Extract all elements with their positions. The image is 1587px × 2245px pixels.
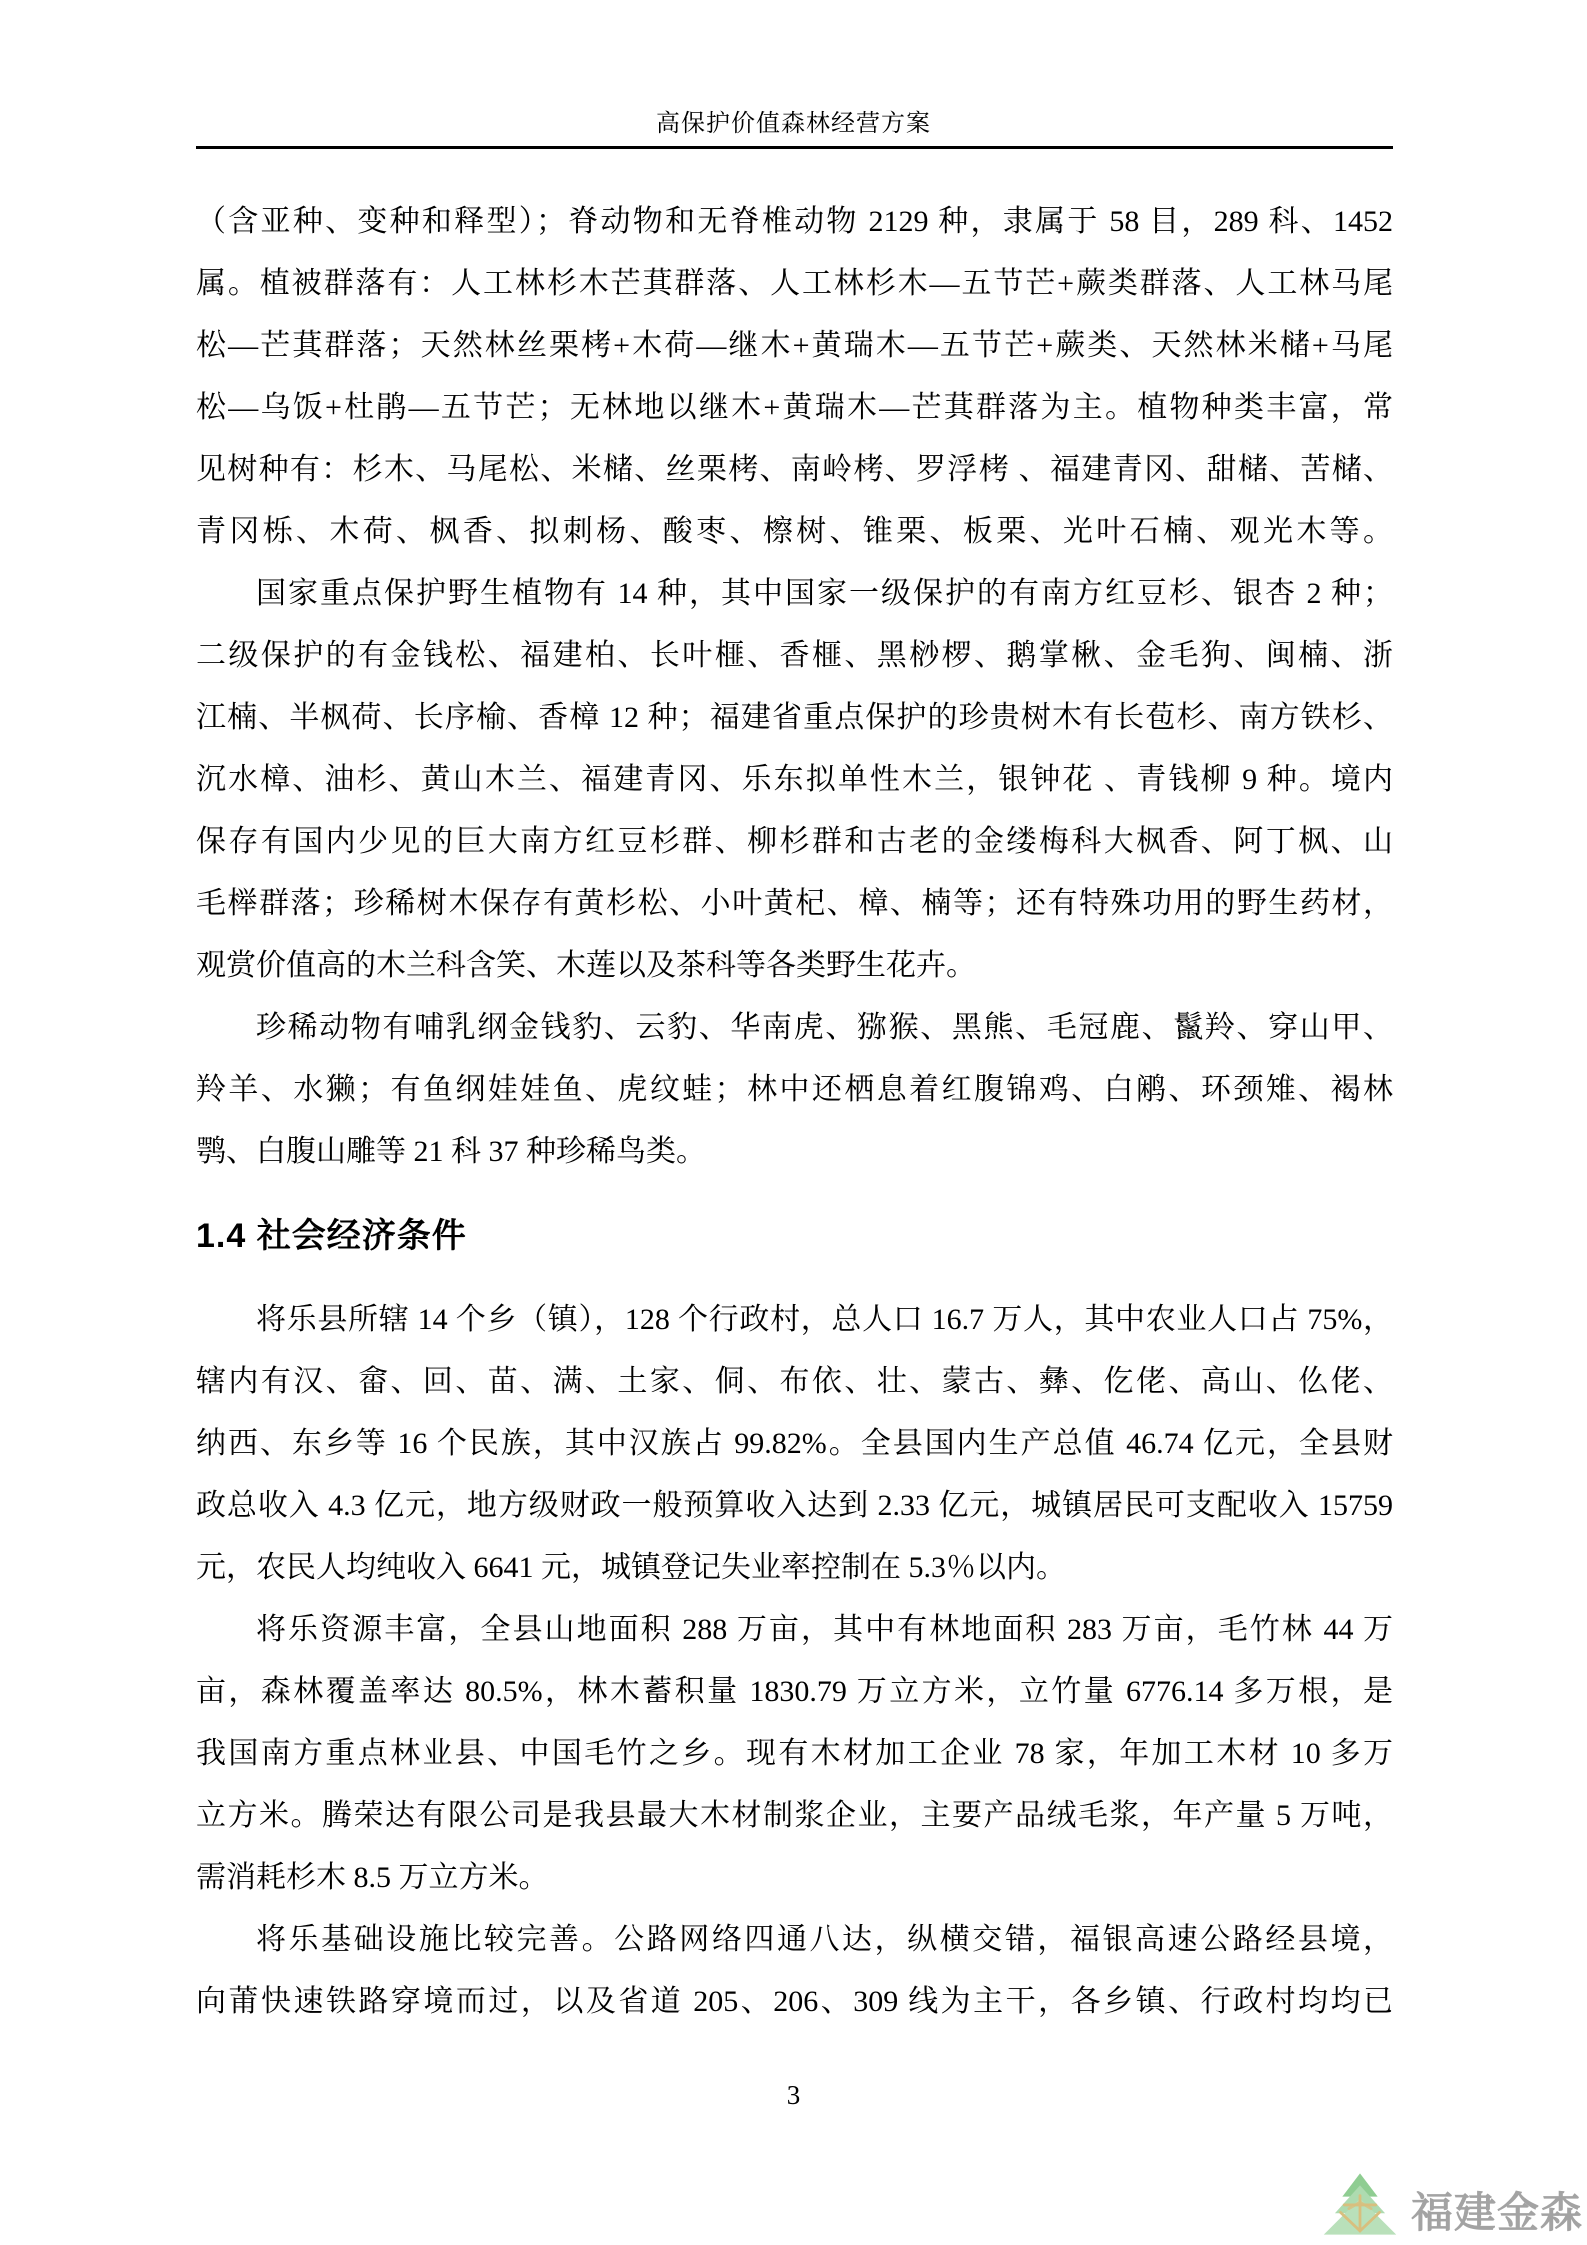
text-line: 需消耗杉木 8.5 万立方米。 xyxy=(196,1861,549,1894)
paragraph xyxy=(196,1289,1393,1599)
pine-tree-icon xyxy=(1321,2171,1399,2237)
text-line: 将乐县所辖 14 个乡（镇），128 个行政村，总人口 16.7 万人，其中农业人口占 75%， xyxy=(256,1303,1393,1336)
company-logo xyxy=(1321,2171,1583,2237)
text-line: 将乐资源丰富，全县山地面积 288 万亩，其中有林地面积 283 万亩，毛竹林 44 万 xyxy=(256,1613,1393,1646)
text-line: 珍稀动物有哺乳纲金钱豹、云豹、华南虎、猕猴、黑熊、毛冠鹿、鬣羚、穿山甲、 xyxy=(256,1011,1393,1044)
text-line: 观赏价值高的木兰科含笑、木莲以及茶科等各类野生花卉。 xyxy=(196,949,976,982)
text-line: 江楠、半枫荷、长序榆、香樟 12 种；福建省重点保护的珍贵树木有长苞杉、南方铁杉、 xyxy=(196,701,1393,734)
text-line: 保存有国内少见的巨大南方红豆杉群、柳杉群和古老的金缕梅科大枫香、阿丁枫、山 xyxy=(196,825,1393,858)
text-line: 纳西、东乡等 16 个民族，其中汉族占 99.82%。全县国内生产总值 46.74 亿元，全县财 xyxy=(196,1427,1393,1460)
header-rule xyxy=(196,146,1393,149)
text-line: 立方米。腾荣达有限公司是我县最大木材制浆企业，主要产品绒毛浆，年产量 5 万吨， xyxy=(196,1799,1393,1832)
text-line: 松—乌饭+杜鹃—五节芒；无林地以继木+黄瑞木—芒萁群落为主。植物种类丰富，常 xyxy=(196,391,1393,424)
section-heading: 1.4 社会经济条件 xyxy=(196,1217,467,1255)
paragraph xyxy=(196,997,1393,1183)
text-line: 国家重点保护野生植物有 14 种，其中国家一级保护的有南方红豆杉、银杏 2 种； xyxy=(256,577,1393,610)
text-line: 亩，森林覆盖率达 80.5%，林木蓄积量 1830.79 万立方米，立竹量 6776.14 多万根，是 xyxy=(196,1675,1393,1708)
text-line: 我国南方重点林业县、中国毛竹之乡。现有木材加工企业 78 家，年加工木材 10 多万 xyxy=(196,1737,1393,1770)
paragraph xyxy=(196,1599,1393,1909)
logo-text: 福建金森 xyxy=(1410,2189,1583,2236)
text-line: 元，农民人均纯收入 6641 元，城镇登记失业率控制在 5.3％以内。 xyxy=(196,1551,1066,1584)
text-line: 鹗、白腹山雕等 21 科 37 种珍稀鸟类。 xyxy=(196,1135,706,1168)
text-line: 毛榉群落；珍稀树木保存有黄杉松、小叶黄杞、樟、楠等；还有特殊功用的野生药材， xyxy=(196,887,1393,920)
text-line: 政总收入 4.3 亿元，地方级财政一般预算收入达到 2.33 亿元，城镇居民可支配收入 15759 xyxy=(196,1489,1393,1522)
text-line: 松—芒萁群落；天然林丝栗栲+木荷—继木+黄瑞木—五节芒+蕨类、天然林米槠+马尾 xyxy=(196,329,1393,362)
document-body xyxy=(196,191,1393,2033)
text-line: 见树种有：杉木、马尾松、米槠、丝栗栲、南岭栲、罗浮栲 、福建青冈、甜槠、苦槠、 xyxy=(196,453,1393,486)
text-line: 青冈栎、木荷、枫香、拟刺杨、酸枣、檫树、锥栗、板栗、光叶石楠、观光木等。 xyxy=(196,515,1393,548)
text-line: 将乐基础设施比较完善。公路网络四通八达，纵横交错，福银高速公路经县境， xyxy=(256,1923,1393,1956)
text-line: 向莆快速铁路穿境而过，以及省道 205、206、309 线为主干，各乡镇、行政村均均已 xyxy=(196,1985,1393,2018)
text-line: 羚羊、水獭；有鱼纲娃娃鱼、虎纹蛙；林中还栖息着红腹锦鸡、白鹇、环颈雉、褐林 xyxy=(196,1073,1393,1106)
paragraph xyxy=(196,563,1393,997)
text-line: 沉水樟、油杉、黄山木兰、福建青冈、乐东拟单性木兰，银钟花 、青钱柳 9 种。境内 xyxy=(196,763,1393,796)
text-line: 二级保护的有金钱松、福建柏、长叶榧、香榧、黑桫椤、鹅掌楸、金毛狗、闽楠、浙 xyxy=(196,639,1393,672)
page-header-title: 高保护价值森林经营方案 xyxy=(656,111,931,137)
text-line: （含亚种、变种和释型）；脊动物和无脊椎动物 2129 种，隶属于 58 目，289 科、1452 xyxy=(196,205,1393,238)
page-number: 3 xyxy=(786,2080,801,2110)
paragraph xyxy=(196,1909,1393,2033)
text-line: 辖内有汉、畲、回、苗、满、土家、侗、布依、壮、蒙古、彝、仡佬、高山、仫佬、 xyxy=(196,1365,1393,1398)
text-line: 属。植被群落有：人工林杉木芒萁群落、人工林杉木—五节芒+蕨类群落、人工林马尾 xyxy=(196,267,1393,300)
paragraph xyxy=(196,191,1393,563)
